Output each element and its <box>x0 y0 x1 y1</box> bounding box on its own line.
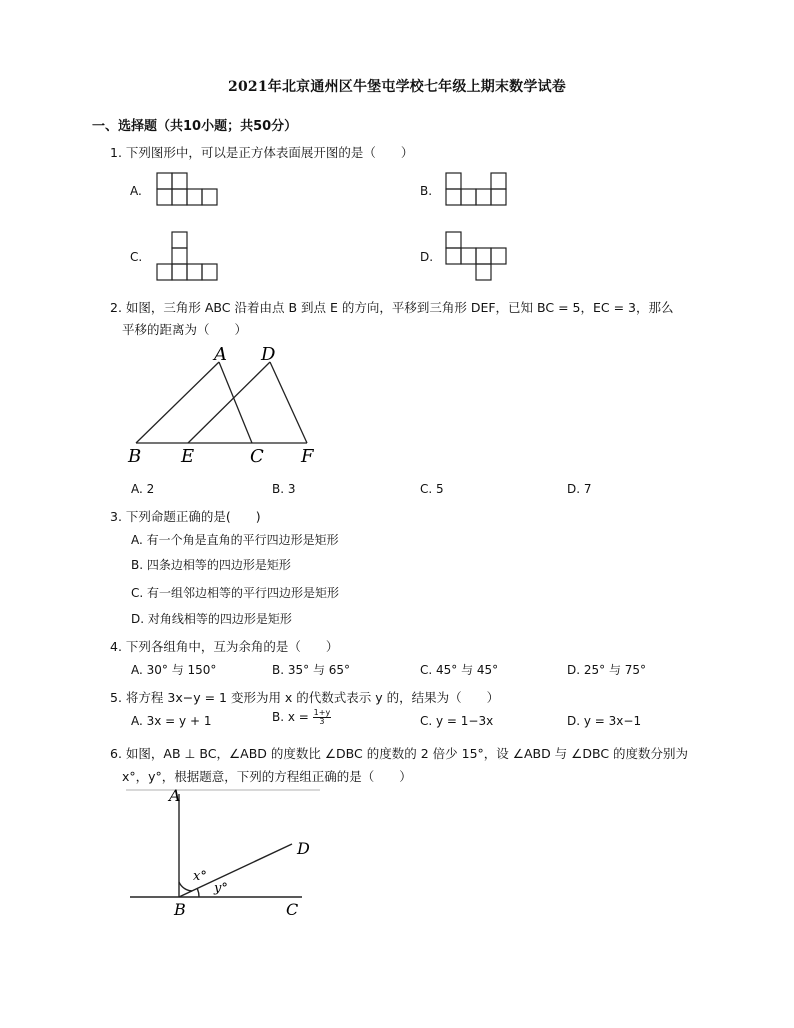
q4-option-a: A. 30° 与 150° <box>131 663 217 677</box>
label-c: C <box>250 446 264 467</box>
question-4-stem: 4. 下列各组角中，互为余角的是（ ） <box>110 639 339 654</box>
q4-option-d: D. 25° 与 75° <box>567 663 647 677</box>
q1-option-a-label: A. <box>130 184 142 198</box>
q5-option-d: D. y = 3x−1 <box>567 714 642 728</box>
q1-option-a-net <box>155 171 225 207</box>
label-b: B <box>174 900 186 919</box>
q2-triangle-figure <box>124 340 324 470</box>
q3-option-a: A. 有一个角是直角的平行四边形是矩形 <box>131 533 339 547</box>
q1-option-b-net <box>444 171 514 207</box>
label-b: B <box>128 446 142 467</box>
label-a: A <box>169 786 181 805</box>
q1-option-c-net <box>155 230 225 282</box>
q2-option-c: C. 5 <box>420 482 444 496</box>
question-2-stem-line1: 2. 如图，三角形 ABC 沿着由点 B 到点 E 的方向，平移到三角形 DEF，已知 BC = 5，EC = 3，那么 <box>110 300 674 315</box>
q4-option-c: C. 45° 与 45° <box>420 663 499 677</box>
label-d: D <box>297 839 310 858</box>
q5-option-c: C. y = 1−3x <box>420 714 494 728</box>
q3-option-d: D. 对角线相等的四边形是矩形 <box>131 612 292 626</box>
q5-option-b-prefix: B. x = <box>272 710 309 724</box>
q5-option-b-fraction <box>313 709 332 726</box>
q2-option-d: D. 7 <box>567 482 592 496</box>
label-a: A <box>214 344 227 365</box>
label-c: C <box>286 900 299 919</box>
q5-option-b <box>272 709 331 726</box>
label-f: F <box>301 446 314 467</box>
q2-option-b: B. 3 <box>272 482 296 496</box>
question-5-stem: 5. 将方程 3x−y = 1 变形为用 x 的代数式表示 y 的，结果为（ ） <box>110 690 500 705</box>
q1-option-c-label: C. <box>130 250 143 264</box>
label-x-angle: x° <box>193 869 207 884</box>
question-1-stem: 1. 下列图形中，可以是正方体表面展开图的是（ ） <box>110 145 414 160</box>
label-y-angle: y° <box>214 881 228 896</box>
page-title: 2021年北京通州区牛堡屯学校七年级上期末数学试卷 <box>228 79 566 95</box>
label-e: E <box>181 446 195 467</box>
fraction-numerator: 1+y <box>313 708 331 717</box>
question-6-stem-line2: x°，y°，根据题意，下列的方程组正确的是（ ） <box>122 769 412 784</box>
q6-angle-figure <box>124 784 324 924</box>
question-6-stem-line1: 6. 如图，AB ⊥ BC，∠ABD 的度数比 ∠DBC 的度数的 2 倍少 15°，设 ∠ABD 与 ∠DBC 的度数分别为 <box>110 746 689 761</box>
section-heading: 一、选择题（共10小题；共50分） <box>92 119 298 134</box>
question-3-stem: 3. 下列命题正确的是( ) <box>110 509 261 524</box>
q3-option-c: C. 有一组邻边相等的平行四边形是矩形 <box>131 586 340 600</box>
q4-option-b: B. 35° 与 65° <box>272 663 351 677</box>
q2-option-a: A. 2 <box>131 482 155 496</box>
q1-option-b-label: B. <box>420 184 433 198</box>
q1-option-d-label: D. <box>420 250 434 264</box>
q3-option-b: B. 四条边相等的四边形是矩形 <box>131 558 291 572</box>
question-2-stem-line2: 平移的距离为（ ） <box>122 322 248 337</box>
fraction-denominator: 3 <box>319 717 325 726</box>
q1-option-d-net <box>444 230 514 282</box>
label-d: D <box>261 344 276 365</box>
q5-option-a: A. 3x = y + 1 <box>131 714 212 728</box>
